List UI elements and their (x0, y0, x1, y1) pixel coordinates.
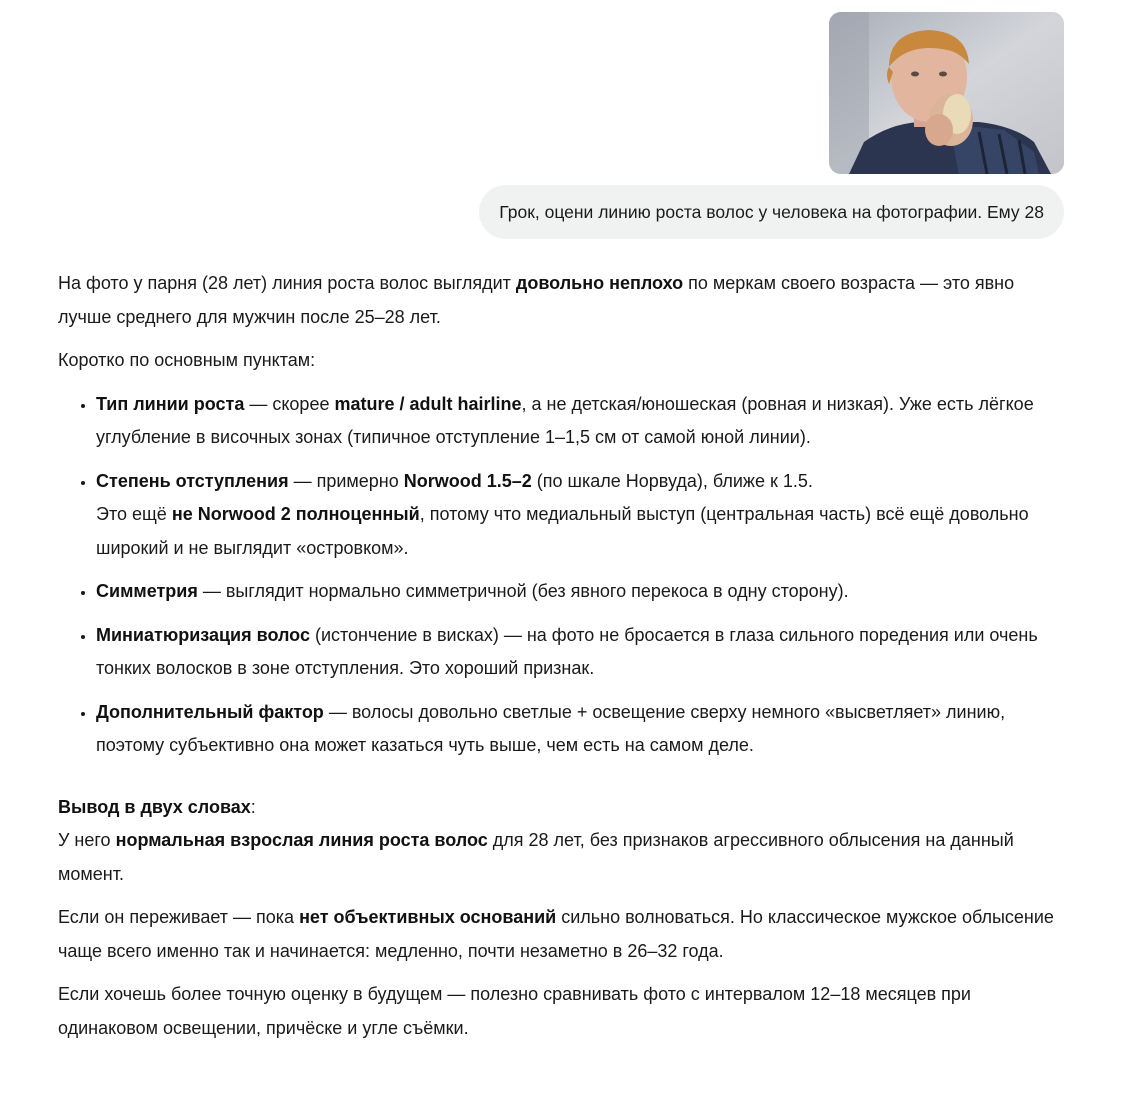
intro-text-end: по меркам своего возраста — это явно лучше среднего для мужчин после 25–28 лет. (58, 273, 1015, 327)
worry-text: Если он переживает — пока (58, 907, 300, 927)
list-item (96, 696, 1068, 763)
conclusion-title: Вывод в двух словах (58, 796, 251, 817)
conclusion-bold: нормальная взрослая линия роста волос (115, 830, 488, 850)
worry-bold: нет объективных оснований (299, 907, 557, 927)
bullet-bold: Norwood 1.5–2 (403, 470, 532, 491)
bullet-text: — скорее (244, 393, 335, 414)
bullet-title: Тип линии роста (96, 393, 245, 414)
bullet-title: Симметрия (96, 581, 198, 601)
user-message-bubble (479, 185, 1064, 239)
conclusion-paragraph (58, 824, 1068, 891)
user-photo-attachment[interactable] (829, 12, 1064, 174)
intro-paragraph (58, 267, 1068, 334)
worry-text-end: сильно волноваться. Но классическое мужское облысение чаще всего именно так и начинается: медленно, почти незаметно в 26–32 года. (58, 907, 1054, 961)
person-photo-icon (829, 12, 1064, 174)
conclusion-text-end: для 28 лет, без признаков агрессивного облысения на данный момент. (58, 830, 1014, 884)
bullet-text-line2-end: , потому что медиальный выступ (центральная часть) всё ещё довольно широкий и не выглядит «островком». (96, 504, 1029, 558)
intro-text: На фото у парня (28 лет) линия роста волос выглядит (58, 273, 516, 293)
bullet-text-end: , а не детская/юношеская (ровная и низкая). Уже есть лёгкое углубление в височных зонах (типичное отступление 1–1,5 см от самой юной линии). (96, 393, 1034, 447)
worry-paragraph (58, 901, 1068, 968)
conclusion-text: У него (58, 830, 116, 850)
bullet-text-line2: Это ещё (96, 504, 172, 524)
conclusion-colon: : (250, 796, 256, 817)
summary-lead: Коротко по основным пунктам: (58, 350, 316, 370)
list-item (96, 619, 1068, 686)
list-item (96, 575, 1068, 609)
assistant-answer (58, 267, 1068, 1055)
conclusion-heading (58, 791, 1068, 825)
list-item (96, 388, 1068, 455)
bullet-text-end: (по шкале Норвуда), ближе к 1.5. (531, 470, 813, 491)
bullet-title: Степень отступления (96, 470, 289, 491)
bullet-text: — волосы довольно светлые + освещение сверху немного «высветляет» линию, поэтому субъективно она может казаться чуть выше, чем есть на самом деле. (96, 701, 1006, 755)
list-item (96, 465, 1068, 566)
bullet-title: Дополнительный фактор (96, 701, 324, 722)
bullet-bold-line2: не Norwood 2 полноценный (171, 504, 420, 524)
user-message-text: Грок, оцени линию роста волос у человека на фотографии. Ему 28 (499, 202, 1044, 222)
bullet-text: (истончение в висках) — на фото не бросается в глаза сильного поредения или очень тонких волосков в зоне отступления. Это хороший признак. (96, 624, 1038, 678)
bullet-title: Миниатюризация волос (96, 624, 310, 645)
intro-bold: довольно неплохо (515, 273, 684, 293)
bullet-text: — примерно (288, 470, 404, 491)
bullet-bold: mature / adult hairline (334, 393, 522, 414)
advice-paragraph: Если хочешь более точную оценку в будущем — полезно сравнивать фото с интервалом 12–18 месяцев при одинаковом освещении, причёске и угле съёмки. (58, 984, 971, 1038)
bullet-text: — выглядит нормально симметричной (без явного перекоса в одну сторону). (197, 581, 849, 601)
key-points-list (58, 388, 1068, 763)
